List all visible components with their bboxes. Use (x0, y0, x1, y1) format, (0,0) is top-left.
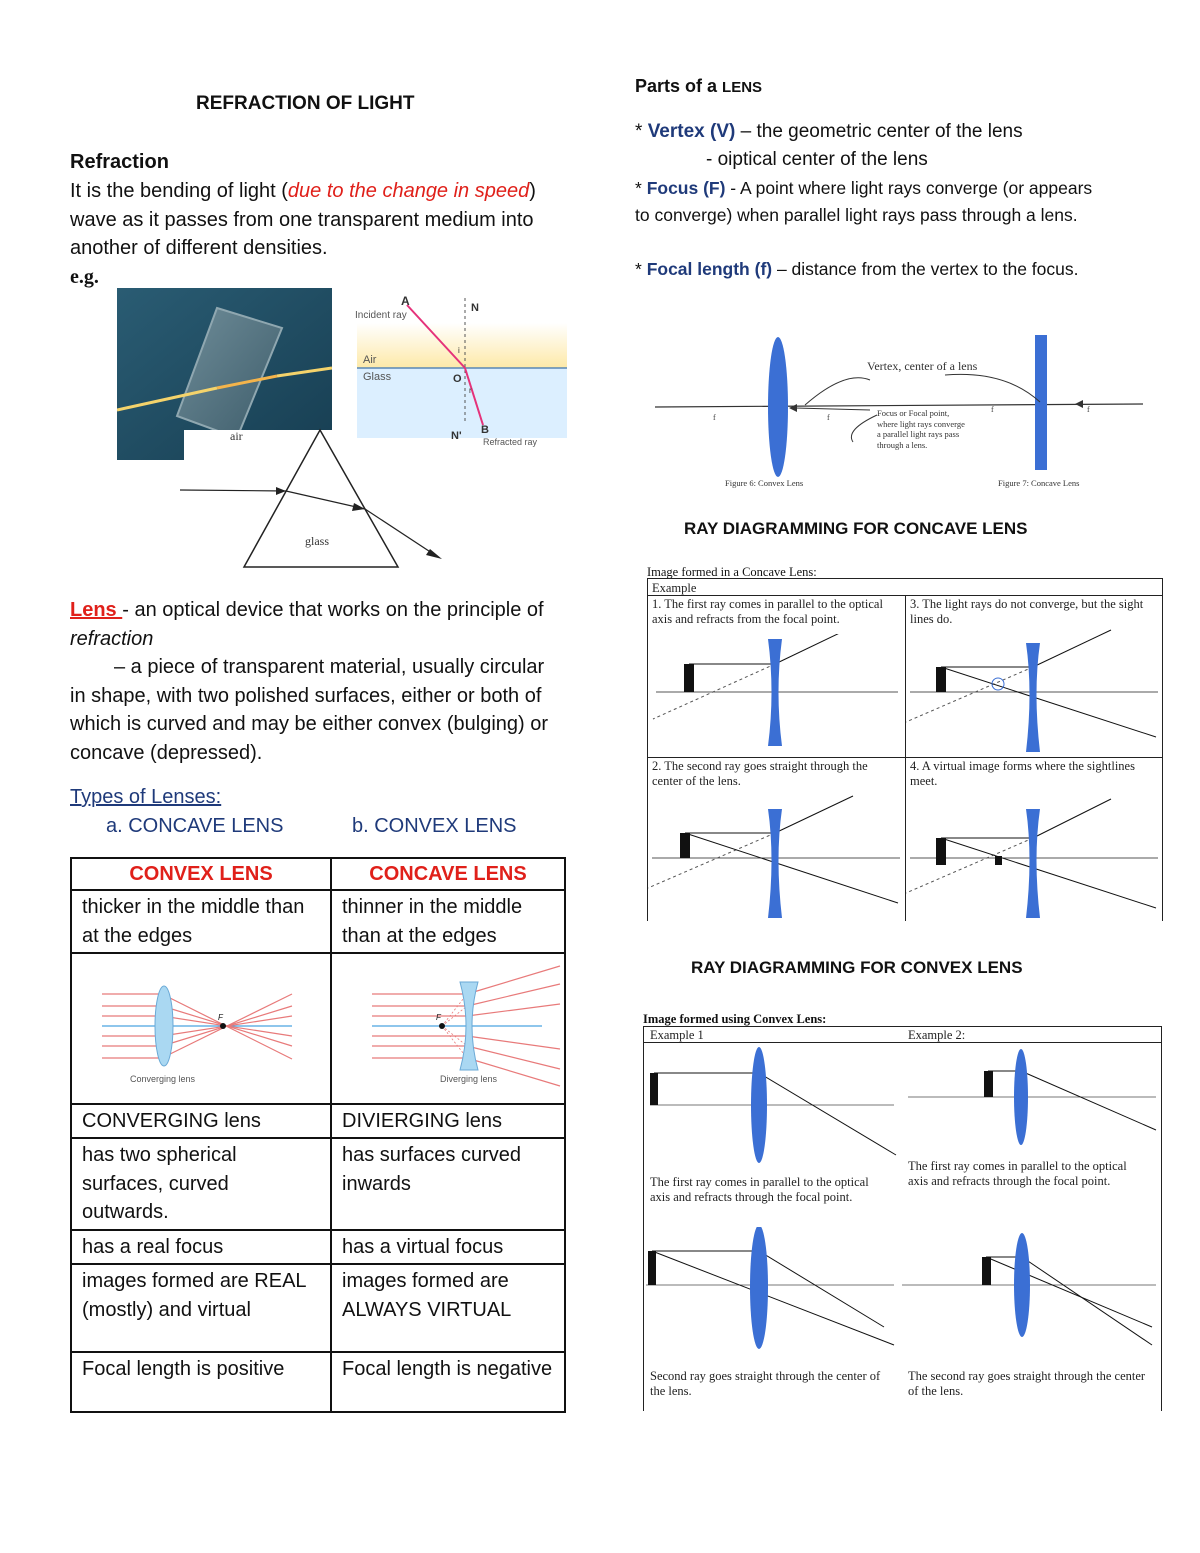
incident-ray-label: Incident ray (355, 310, 407, 321)
vertex-note: Vertex, center of a lens (867, 359, 978, 373)
convex-diagram-3 (644, 1227, 902, 1362)
vertex-definition-2: - oiptical center of the lens (706, 149, 928, 170)
type-b: b. CONVEX LENS (352, 815, 517, 837)
converging-focus-label: F (218, 1013, 223, 1022)
concave-example-label: Example (652, 581, 697, 595)
concave-diagram-3 (906, 627, 1161, 755)
cell: has two spherical surfaces, curved outwards. (71, 1138, 331, 1230)
focus-note: Focus or Focal point, where light rays converge a parallel light rays pass through a lens. (877, 408, 965, 450)
lens-definition: Lens - an optical device that works on the principle of refraction (70, 599, 544, 650)
cell: has a real focus (71, 1230, 331, 1265)
concave-step-1: 1. The first ray comes in parallel to the optical axis and refracts from the focal point. (652, 597, 883, 626)
diverging-caption: Diverging lens (440, 1074, 498, 1084)
air-label: Air (363, 354, 377, 366)
converging-caption: Converging lens (130, 1074, 196, 1084)
focus-definition: * Focus (F) - A point where light rays converge (or appears to converge) when parallel light rays pass through a lens. (635, 178, 1093, 225)
cell: Focal length is negative (331, 1352, 565, 1412)
concave-divider (648, 757, 1162, 758)
diverging-lens-cell (331, 953, 565, 1104)
cell: Focal length is positive (71, 1352, 331, 1412)
point-a-label: A (401, 294, 410, 308)
refracted-ray-label: Refracted ray (483, 437, 538, 447)
cell: thicker in the middle than at the edges (71, 890, 331, 953)
type-a: a. CONCAVE LENS (106, 815, 284, 837)
angle-i-label: i (458, 346, 460, 355)
convex-divider (644, 1042, 1161, 1043)
fig6-caption: Figure 6: Convex Lens (725, 478, 804, 488)
f-mark: f (713, 413, 716, 422)
header-concave: CONCAVE LENS (331, 858, 565, 890)
concave-step-2: 2. The second ray goes straight through the center of the lens. (652, 759, 868, 788)
focal-length-definition: * Focal length (f) – distance from the vertex to the focus. (635, 259, 1079, 279)
f-mark: f (1087, 405, 1090, 414)
convex-caption-1: The first ray comes in parallel to the optical axis and refracts through the focal point. (650, 1175, 869, 1204)
vertex-definition: * Vertex (V) – the geometric center of the lens (635, 121, 1023, 142)
cell: thinner in the middle than at the edges (331, 890, 565, 953)
glass-label: Glass (363, 371, 392, 383)
normal-n-prime-label: N' (451, 430, 462, 442)
cell: has surfaces curved inwards (331, 1138, 565, 1230)
refraction-heading: Refraction (70, 151, 169, 173)
refraction-definition: It is the bending of light (due to the change in speed) wave as it passes from one transparent medium into another of different densities. (70, 180, 536, 259)
eg-label: e.g. (70, 266, 99, 288)
convex-caption-3: Second ray goes straight through the center of the lens. (650, 1369, 881, 1398)
concave-frame (647, 578, 1163, 921)
convex-title: Image formed using Convex Lens: (643, 1012, 827, 1026)
convex-frame (643, 1026, 1162, 1411)
convex-diagram-4 (902, 1227, 1158, 1362)
lens-parts-figure (655, 330, 1145, 492)
concave-step-4: 4. A virtual image forms where the sightlines meet. (910, 759, 1135, 788)
lens-comparison-table (70, 857, 566, 1413)
convex-example-1-label: Example 1 (650, 1028, 704, 1042)
f-mark: f (991, 405, 994, 414)
concave-diagram-4 (906, 793, 1161, 921)
diverging-lens-diagram (332, 954, 564, 1094)
prism-glass-label: glass (305, 534, 329, 548)
convex-caption-4: The second ray goes straight through the center of the lens. (908, 1369, 1146, 1398)
cell: has a virtual focus (331, 1230, 565, 1265)
convex-heading: RAY DIAGRAMMING FOR CONVEX LENS (691, 958, 1023, 977)
lens-definition-2: – a piece of transparent material, usually circular in shape, with two polished surfaces, either or both of which is curved and may be either convex (bulging) or concave (depressed). (70, 656, 549, 764)
concave-title: Image formed in a Concave Lens: (647, 565, 817, 579)
prism-air-label: air (230, 429, 243, 443)
header-convex: CONVEX LENS (71, 858, 331, 890)
prism-diagram (180, 425, 450, 573)
page-title: REFRACTION OF LIGHT (196, 93, 415, 114)
converging-lens-cell (71, 953, 331, 1104)
convex-diagram-2 (906, 1045, 1158, 1145)
convex-caption-2: The first ray comes in parallel to the optical axis and refracts through the focal point. (908, 1159, 1127, 1188)
point-o-label: O (453, 373, 462, 385)
concave-step-3: 3. The light rays do not converge, but the sight lines do. (910, 597, 1144, 626)
normal-n-label: N (471, 302, 479, 314)
concave-diagram-1 (648, 634, 904, 754)
converging-lens-diagram (72, 954, 330, 1094)
cell: DIVIERGING lens (331, 1104, 565, 1139)
cell: CONVERGING lens (71, 1104, 331, 1139)
diverging-focus-label: F (436, 1013, 441, 1022)
types-heading: Types of Lenses: (70, 786, 222, 808)
concave-diagram-2 (648, 793, 904, 921)
convex-diagram-1 (644, 1045, 902, 1163)
point-b-label: B (481, 424, 489, 436)
angle-r-label: r (469, 386, 472, 395)
concave-heading: RAY DIAGRAMMING FOR CONCAVE LENS (684, 519, 1028, 538)
fig7-caption: Figure 7: Concave Lens (998, 478, 1080, 488)
convex-example-2-label: Example 2: (908, 1028, 966, 1042)
cell: images formed are REAL (mostly) and virtual (71, 1264, 331, 1352)
parts-heading: Parts of a LENS (635, 76, 763, 96)
cell: images formed are ALWAYS VIRTUAL (331, 1264, 565, 1352)
f-mark: f (827, 413, 830, 422)
